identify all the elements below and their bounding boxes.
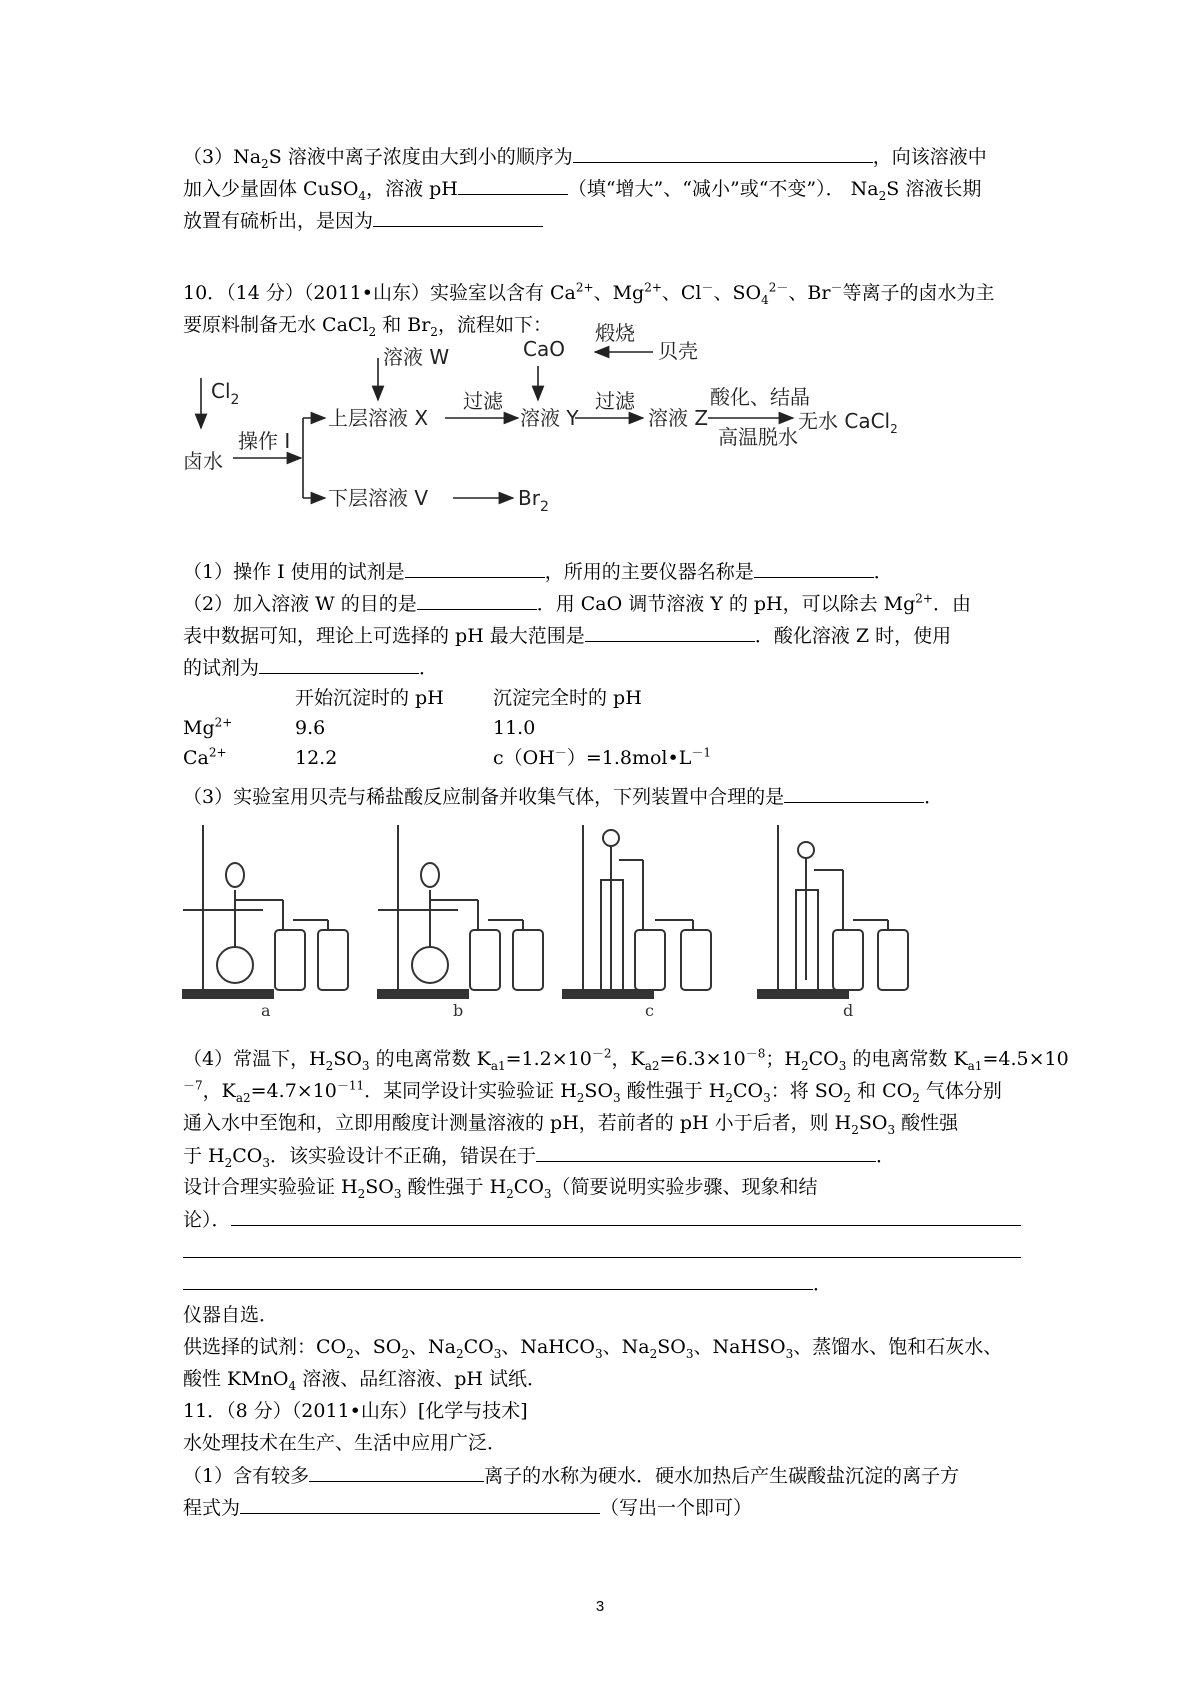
question-9-part-3: [183, 140, 1023, 236]
answer-blank[interactable]: [458, 172, 568, 195]
filter-label-1: 过滤: [463, 389, 503, 413]
apparatus-a: [183, 825, 348, 998]
text-line: （2）加入溶液 W 的目的是 ．用 CaO 调节溶液 Y 的 pH，可以除去 $Mg^{2+}$．由: [183, 587, 1023, 619]
text-line: （4）常温下，$H_2SO_3$ 的电离常数 $K_{a1}=1.2\times 10^{-2}$，$K_{a2}=6.3\times 10^{-8}$；$H_2CO_3$ 的电离常数 $K_{a1}=4.5\times 10$: [183, 1046, 1069, 1073]
cao-label: CaO: [523, 337, 565, 361]
answer-blank[interactable]: [417, 587, 537, 610]
calcine-label: 煅烧: [595, 321, 635, 345]
shell-label: 贝壳: [658, 339, 698, 363]
text-line: 论）．: [183, 1203, 1023, 1235]
text-line: 仪器自选．: [183, 1304, 279, 1326]
question-10-part-3: [183, 780, 1023, 812]
text-line: 程式为 （写出一个即可）: [183, 1491, 1023, 1523]
answer-blank[interactable]: [373, 204, 543, 227]
apparatus-d: [758, 825, 908, 998]
upper-layer-label: 上层溶液 X: [328, 406, 429, 430]
answer-blank[interactable]: [754, 555, 874, 578]
answer-blank[interactable]: [784, 780, 924, 803]
page-number: 3: [595, 1598, 605, 1615]
text-line: 放置有硫析出，是因为: [183, 204, 1023, 236]
solution-z-label: 溶液 Z: [648, 406, 709, 430]
answer-blank[interactable]: [183, 1267, 813, 1290]
text-line: 加入少量固体 CuSO$_4$，溶液 pH （填“增大”、“减小”或“不变”）． $Na_2S$ 溶液长期: [183, 172, 1023, 204]
answer-blank[interactable]: [183, 1235, 1021, 1258]
answer-blank[interactable]: [231, 1203, 1021, 1226]
text-line: [183, 1235, 1023, 1267]
answer-blank[interactable]: [259, 651, 419, 674]
op1-label: 操作 I: [238, 429, 291, 453]
answer-blank[interactable]: [309, 1459, 484, 1482]
text-line: （3）实验室用贝壳与稀盐酸反应制备并收集气体，下列装置中合理的是 ．: [183, 780, 1023, 812]
text-line: 水处理技术在生产、生活中应用广泛．: [183, 1432, 507, 1454]
filter-label-2: 过滤: [595, 389, 635, 413]
ph-table: [183, 683, 783, 773]
dehydrate-label: 高温脱水: [718, 425, 798, 449]
apparatus-label-d: d: [843, 1001, 854, 1020]
table-header: 开始沉淀时的 pH 沉淀完全时的 pH: [295, 687, 642, 709]
apparatus-label-a: a: [261, 1001, 271, 1020]
text-line: 11．（8 分）（2011•山东）[化学与技术]: [183, 1400, 528, 1422]
text-line: （1）含有较多 离子的水称为硬水．硬水加热后产生碳酸盐沉淀的离子方: [183, 1459, 1023, 1491]
brine-label: 卤水: [183, 449, 223, 473]
lower-layer-label: 下层溶液 V: [328, 486, 429, 510]
apparatus-figure: [183, 820, 1023, 1020]
answer-blank[interactable]: [405, 555, 545, 578]
text-line: $(3)Na_2S$ 溶液中离子浓度由大到小的顺序为 ，向该溶液中: [183, 140, 1023, 172]
question-10-parts-1-2: [183, 555, 1023, 683]
text-line: 设计合理实验验证 $H_2SO_3$ 酸性强于 $H_2CO_3$（简要说明实验步骤、现象和结: [183, 1176, 818, 1201]
text-line: 于 $H_2CO_3$．该实验设计不正确，错误在于 ．: [183, 1139, 1023, 1171]
text-line: 供选择的试剂：$CO_2$、$SO_2$、$Na_2CO_3$、NaHCO$_3$、$Na_2SO_3$、NaHSO$_3$、蒸馏水、饱和石灰水、: [183, 1336, 1003, 1361]
text-line: ．: [183, 1267, 1023, 1299]
text-line: 要原料制备无水 CaCl$_2$ 和 $Br_2$，流程如下：: [183, 314, 552, 339]
answer-blank[interactable]: [573, 140, 873, 163]
solution-y-label: 溶液 Y: [520, 406, 579, 430]
question-11: [183, 1395, 1023, 1523]
text-line: $^{-7}$，$K_{a2}=4.7\times 10^{-11}$．某同学设计实验验证 $H_2SO_3$ 酸性强于 $H_2CO_3$：将 $SO_2$ 和 $CO_2$ 气体分别: [183, 1078, 1002, 1105]
solution-w-label: 溶液 W: [383, 345, 450, 369]
answer-blank[interactable]: [585, 619, 755, 642]
answer-blank[interactable]: [240, 1491, 600, 1514]
question-10-part-4: [183, 1043, 1069, 1395]
text-line: 的试剂为 ．: [183, 651, 1023, 683]
apparatus-c: [563, 825, 711, 998]
table-row: $Ca^{2+}$ 12.2 $c(OH^-)=1.8mol•L^{-1}$: [183, 745, 711, 769]
text-line: 表中数据可知，理论上可选择的 pH 最大范围是 ．酸化溶液 Z 时，使用: [183, 619, 1023, 651]
cl2-label: $Cl_2$: [211, 379, 240, 408]
apparatus-label-b: b: [453, 1001, 464, 1020]
answer-blank[interactable]: [536, 1139, 876, 1162]
apparatus-label-c: c: [645, 1001, 654, 1020]
text-line: 酸性 KMnO$_4$ 溶液、品红溶液、pH 试纸．: [183, 1368, 546, 1393]
text-line: 通入水中至饱和，立即用酸度计测量溶液的 pH，若前者的 pH 小于后者，则 $H_2SO_3$ 酸性强: [183, 1112, 959, 1137]
anhydrous-cacl2-label: 无水 CaCl$_2$: [798, 409, 898, 436]
apparatus-b: [378, 825, 543, 998]
text-line: （1）操作 I 使用的试剂是 ，所用的主要仪器名称是 ．: [183, 555, 1023, 587]
br2-label: $Br_2$: [518, 486, 549, 515]
table-row: $Mg^{2+}$ 9.6 11.0: [183, 715, 536, 739]
text-line: 10．（14 分）（2011•山东）实验室以含有 $Ca^{2+}$、$Mg^{2+}$、Cl－、$SO_4^{2-}$、Br－等离子的卤水为主: [183, 280, 995, 307]
acidify-label: 酸化、结晶: [710, 385, 810, 409]
